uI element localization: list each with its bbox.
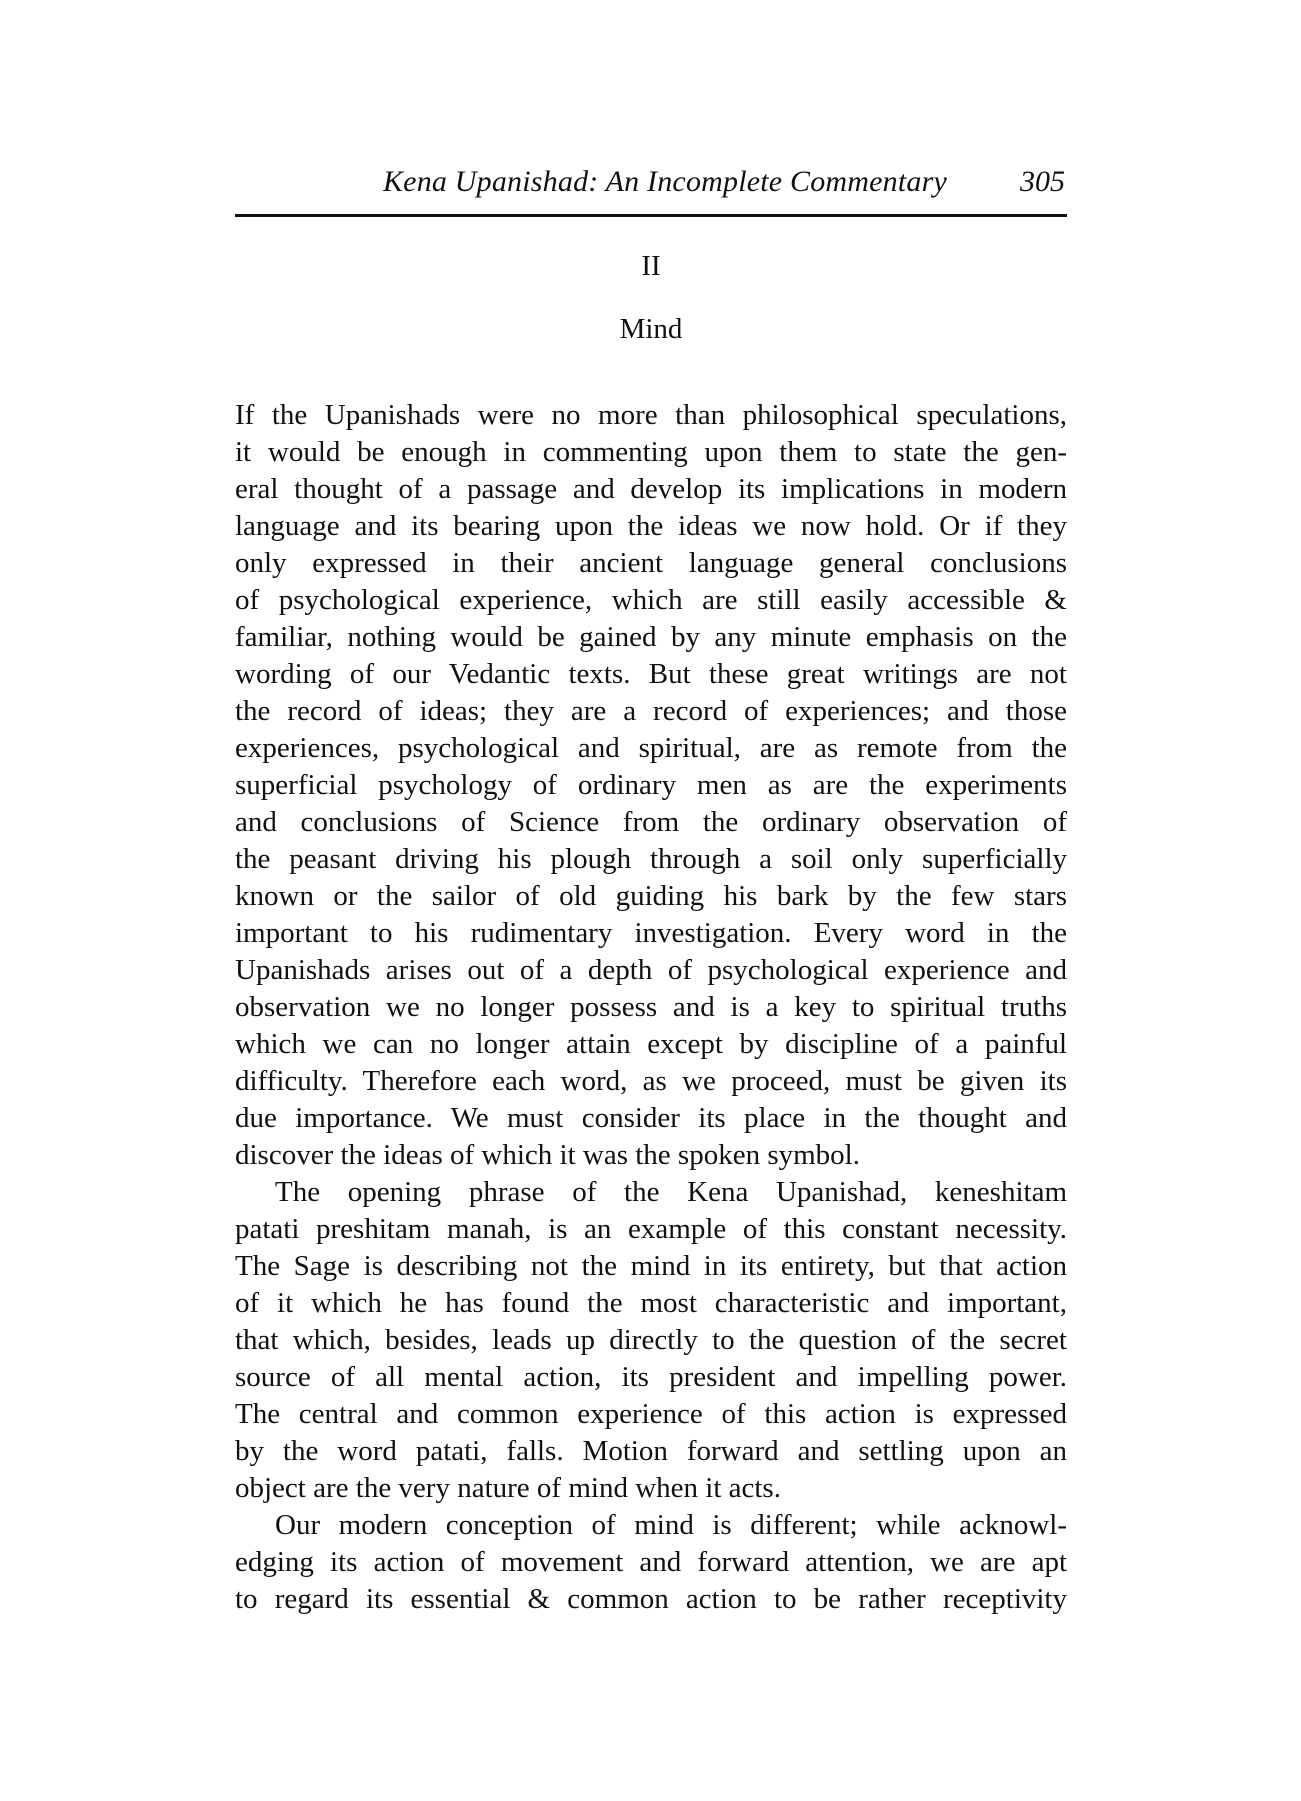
text-line: of psychological experience, which are still easily accessible & bbox=[235, 584, 1067, 616]
text-line: to regard its essential & common action to be rather receptivity bbox=[235, 1583, 1067, 1615]
text-line: the record of ideas; they are a record of experiences; and those bbox=[235, 695, 1067, 727]
body-text bbox=[235, 397, 1067, 1618]
text-line: Our modern conception of mind is different; while acknowl- bbox=[275, 1509, 1067, 1541]
text-line: and conclusions of Science from the ordinary observation of bbox=[235, 806, 1067, 838]
text-line: wording of our Vedantic texts. But these great writings are not bbox=[235, 658, 1067, 690]
text-line: the peasant driving his plough through a soil only superficially bbox=[235, 843, 1067, 875]
text-line: Upanishads arises out of a depth of psychological experience and bbox=[235, 954, 1067, 986]
text-line: language and its bearing upon the ideas we now hold. Or if they bbox=[235, 510, 1067, 542]
text-line: difficulty. Therefore each word, as we proceed, must be given its bbox=[235, 1065, 1067, 1097]
text-line: superficial psychology of ordinary men as are the experiments bbox=[235, 769, 1067, 801]
text-line: of it which he has found the most characteristic and important, bbox=[235, 1287, 1067, 1319]
text-line: edging its action of movement and forward attention, we are apt bbox=[235, 1546, 1067, 1578]
header-rule bbox=[235, 214, 1067, 217]
text-line: source of all mental action, its president and impelling power. bbox=[235, 1361, 1067, 1393]
section-title: Mind bbox=[619, 313, 683, 345]
text-line: familiar, nothing would be gained by any minute emphasis on the bbox=[235, 621, 1067, 653]
text-line: important to his rudimentary investigation. Every word in the bbox=[235, 917, 1067, 949]
text-line: The Sage is describing not the mind in its entirety, but that action bbox=[235, 1250, 1067, 1282]
text-line: patati preshitam manah, is an example of this constant necessity. bbox=[235, 1213, 1067, 1245]
text-line: discover the ideas of which it was the spoken symbol. bbox=[235, 1139, 860, 1171]
text-line: object are the very nature of mind when it acts. bbox=[235, 1472, 781, 1504]
text-line: only expressed in their ancient language general conclusions bbox=[235, 547, 1067, 579]
section-number: II bbox=[641, 250, 661, 282]
text-line: by the word patati, falls. Motion forward and settling upon an bbox=[235, 1435, 1067, 1467]
text-line: The central and common experience of this action is expressed bbox=[235, 1398, 1067, 1430]
text-line: eral thought of a passage and develop its implications in modern bbox=[235, 473, 1067, 505]
text-line: experiences, psychological and spiritual, are as remote from the bbox=[235, 732, 1067, 764]
text-line: due importance. We must consider its place in the thought and bbox=[235, 1102, 1067, 1134]
paragraph bbox=[235, 1507, 1067, 1618]
text-line: known or the sailor of old guiding his bark by the few stars bbox=[235, 880, 1067, 912]
paragraph bbox=[235, 397, 1067, 1174]
paragraph bbox=[235, 1174, 1067, 1507]
running-head bbox=[235, 162, 1067, 202]
text-line: it would be enough in commenting upon them to state the gen- bbox=[235, 436, 1067, 468]
text-line: that which, besides, leads up directly to the question of the secret bbox=[235, 1324, 1067, 1356]
text-line: The opening phrase of the Kena Upanishad, keneshitam bbox=[275, 1176, 1067, 1208]
text-line: which we can no longer attain except by discipline of a painful bbox=[235, 1028, 1067, 1060]
page-number: 305 bbox=[1020, 165, 1065, 198]
text-line: observation we no longer possess and is a key to spiritual truths bbox=[235, 991, 1067, 1023]
running-title: Kena Upanishad: An Incomplete Commentary bbox=[382, 165, 947, 198]
text-line: If the Upanishads were no more than philosophical speculations, bbox=[235, 399, 1067, 431]
